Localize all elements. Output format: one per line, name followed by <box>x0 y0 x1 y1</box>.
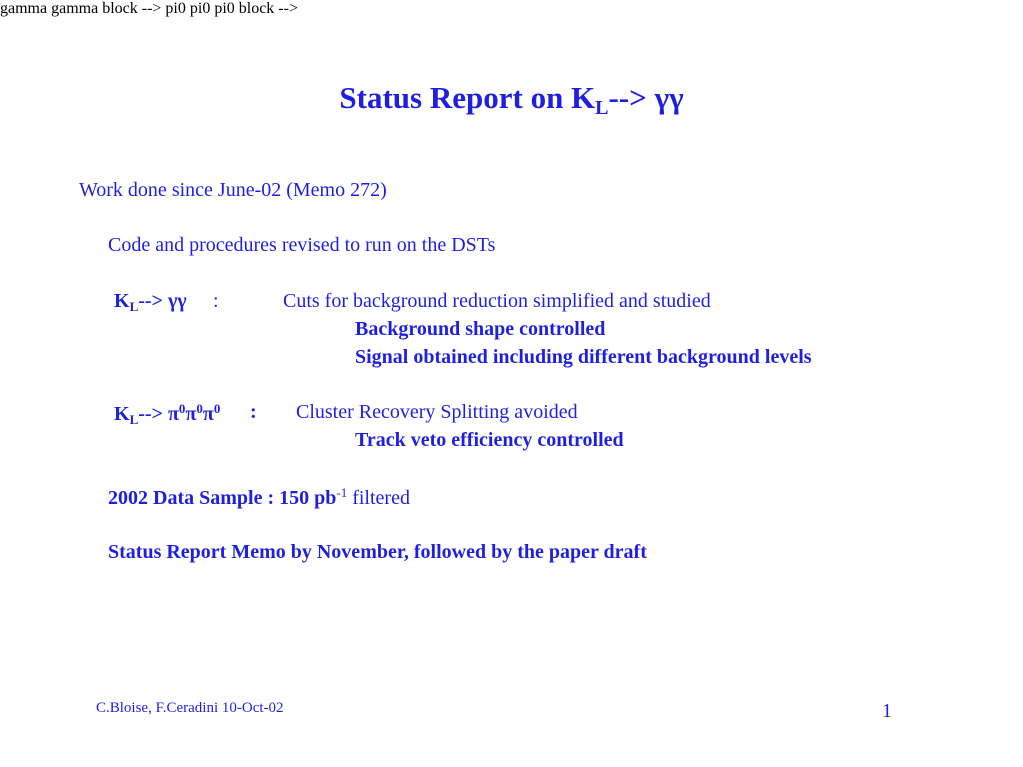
title-prefix: Status Report on K <box>339 80 596 115</box>
sample-exponent: -1 <box>336 485 348 500</box>
pi-colon: : <box>250 401 257 423</box>
pi-zero: 0 <box>196 401 203 416</box>
memo-line: Status Report Memo by November, followed by the paper draft <box>108 541 647 563</box>
title-suffix: --> γγ <box>608 80 684 115</box>
gg-colon: : <box>213 290 219 312</box>
sample-line <box>108 485 410 510</box>
pi-k: K <box>114 403 130 425</box>
sample-label: 2002 Data Sample : 150 pb <box>108 487 337 509</box>
pi-symbol: π <box>202 403 214 425</box>
sample-tail: filtered <box>347 487 410 509</box>
pi-symbol: π <box>185 403 197 425</box>
gg-item-3: Signal obtained including different background levels <box>355 346 812 368</box>
work-heading: Work done since June-02 (Memo 272) <box>79 179 387 201</box>
pi-item-2: Track veto efficiency controlled <box>355 429 624 451</box>
pi-symbol: π <box>167 403 179 425</box>
pi-zero: 0 <box>178 401 186 416</box>
pi-arrow: --> <box>138 403 168 425</box>
pi-item-1: Cluster Recovery Splitting avoided <box>296 401 578 423</box>
gg-item-1: Cuts for background reduction simplified and studied <box>283 290 711 312</box>
title-subscript: L <box>595 97 609 119</box>
slide: Status Report on $K_L--> \gamma\gamma$ Work done since June-02 (Memo 272) Code and procedures revised to run on the DSTs gamma gamma block --> $K_L--> \gamma\gamma$ : Cuts for background reduction simplified and studied Background shape controlled Signal obtained including different background levels pi0 pi0 pi0 block --> $K_L--> \pi^0\pi^0\pi^0$ : Cluster Recovery Splitting avoided Track veto efficiency controlled 2002 Data Sample : 150 $pb^{-1}$ filtered Status Report Memo by November, followed by the paper draft C.Bloise, F.Ceradini 10-Oct-02 1 <box>0 0 1023 767</box>
pi-decay-label <box>114 401 220 428</box>
gg-item-2: Background shape controlled <box>355 318 606 340</box>
pi-zero: 0 <box>213 401 221 416</box>
page-number: 1 <box>882 700 892 722</box>
gg-k: K <box>114 290 130 312</box>
slide-title <box>0 80 1023 120</box>
gg-arrow: --> γγ <box>138 290 187 312</box>
gg-decay-label <box>114 290 187 315</box>
footer-authors: C.Bloise, F.Ceradini 10-Oct-02 <box>96 700 284 716</box>
gg-sub: L <box>129 299 139 314</box>
pi-sub: L <box>129 412 139 427</box>
code-line: Code and procedures revised to run on the DSTs <box>108 234 496 256</box>
